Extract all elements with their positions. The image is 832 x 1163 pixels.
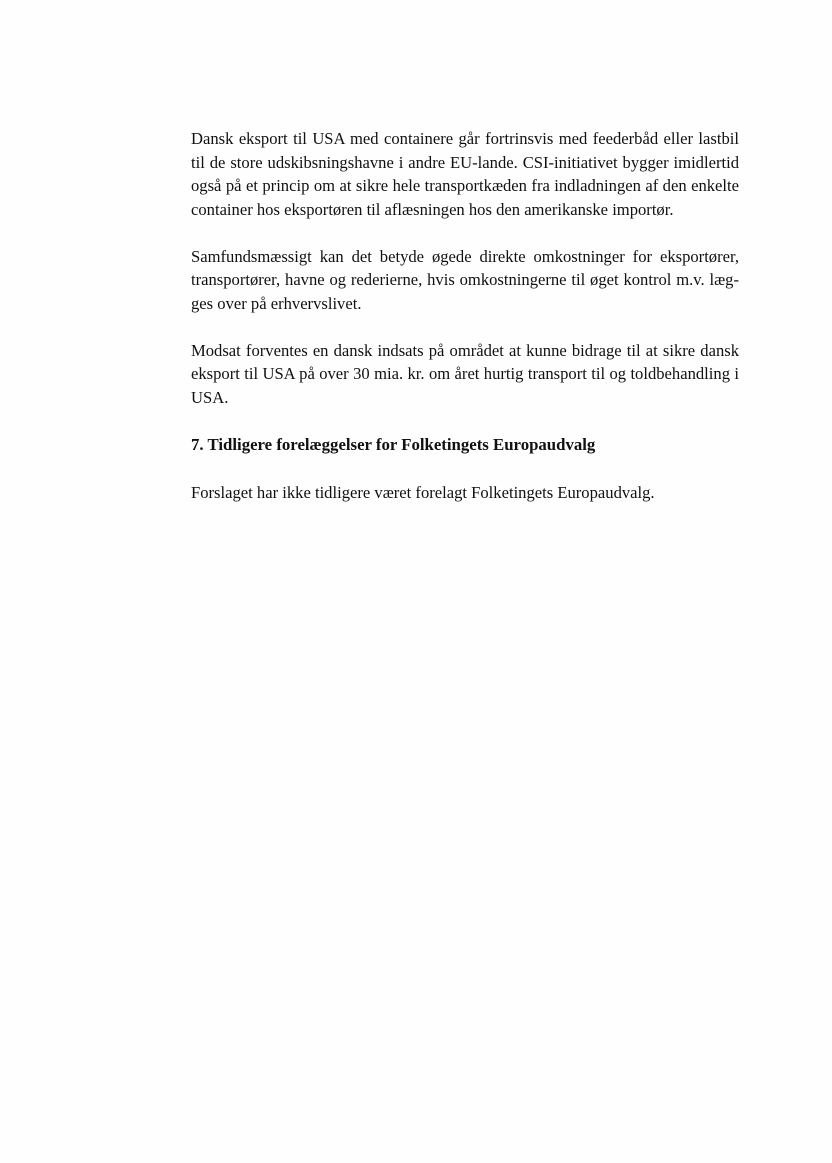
document-body	[191, 127, 739, 504]
section-heading: 7. Tidligere forelæggelser for Folketingets Europaudvalg	[191, 435, 596, 454]
paragraph-csi-initiative: Dansk eksport til USA med containere går fortrinsvis med feederbåd eller lastbil til de store udskibsningshavne i andre EU-lande. CSI-initiativet bygger imidlertid også på et princip om at sikre hele transportkæden fra indladningen af den enkelte container hos eksportøren til aflæsningen hos den amerikanske importør.	[191, 129, 739, 219]
paragraph-benefits: Modsat forventes en dansk indsats på området at kunne bidrage til at sikre dansk eksport til USA på over 30 mia. kr. om året hurtig transport til og toldbehandling i USA.	[191, 340, 739, 407]
paragraph-costs: Samfundsmæssigt kan det betyde øgede direkte omkostninger for eksportører, transportører, havne og rederierne, hvis omkostningerne til øget kontrol m.v. læg-ges over på erhvervslivet.	[191, 246, 739, 313]
section-paragraph: Forslaget har ikke tidligere været forelagt Folketingets Europaudvalg.	[191, 482, 655, 502]
